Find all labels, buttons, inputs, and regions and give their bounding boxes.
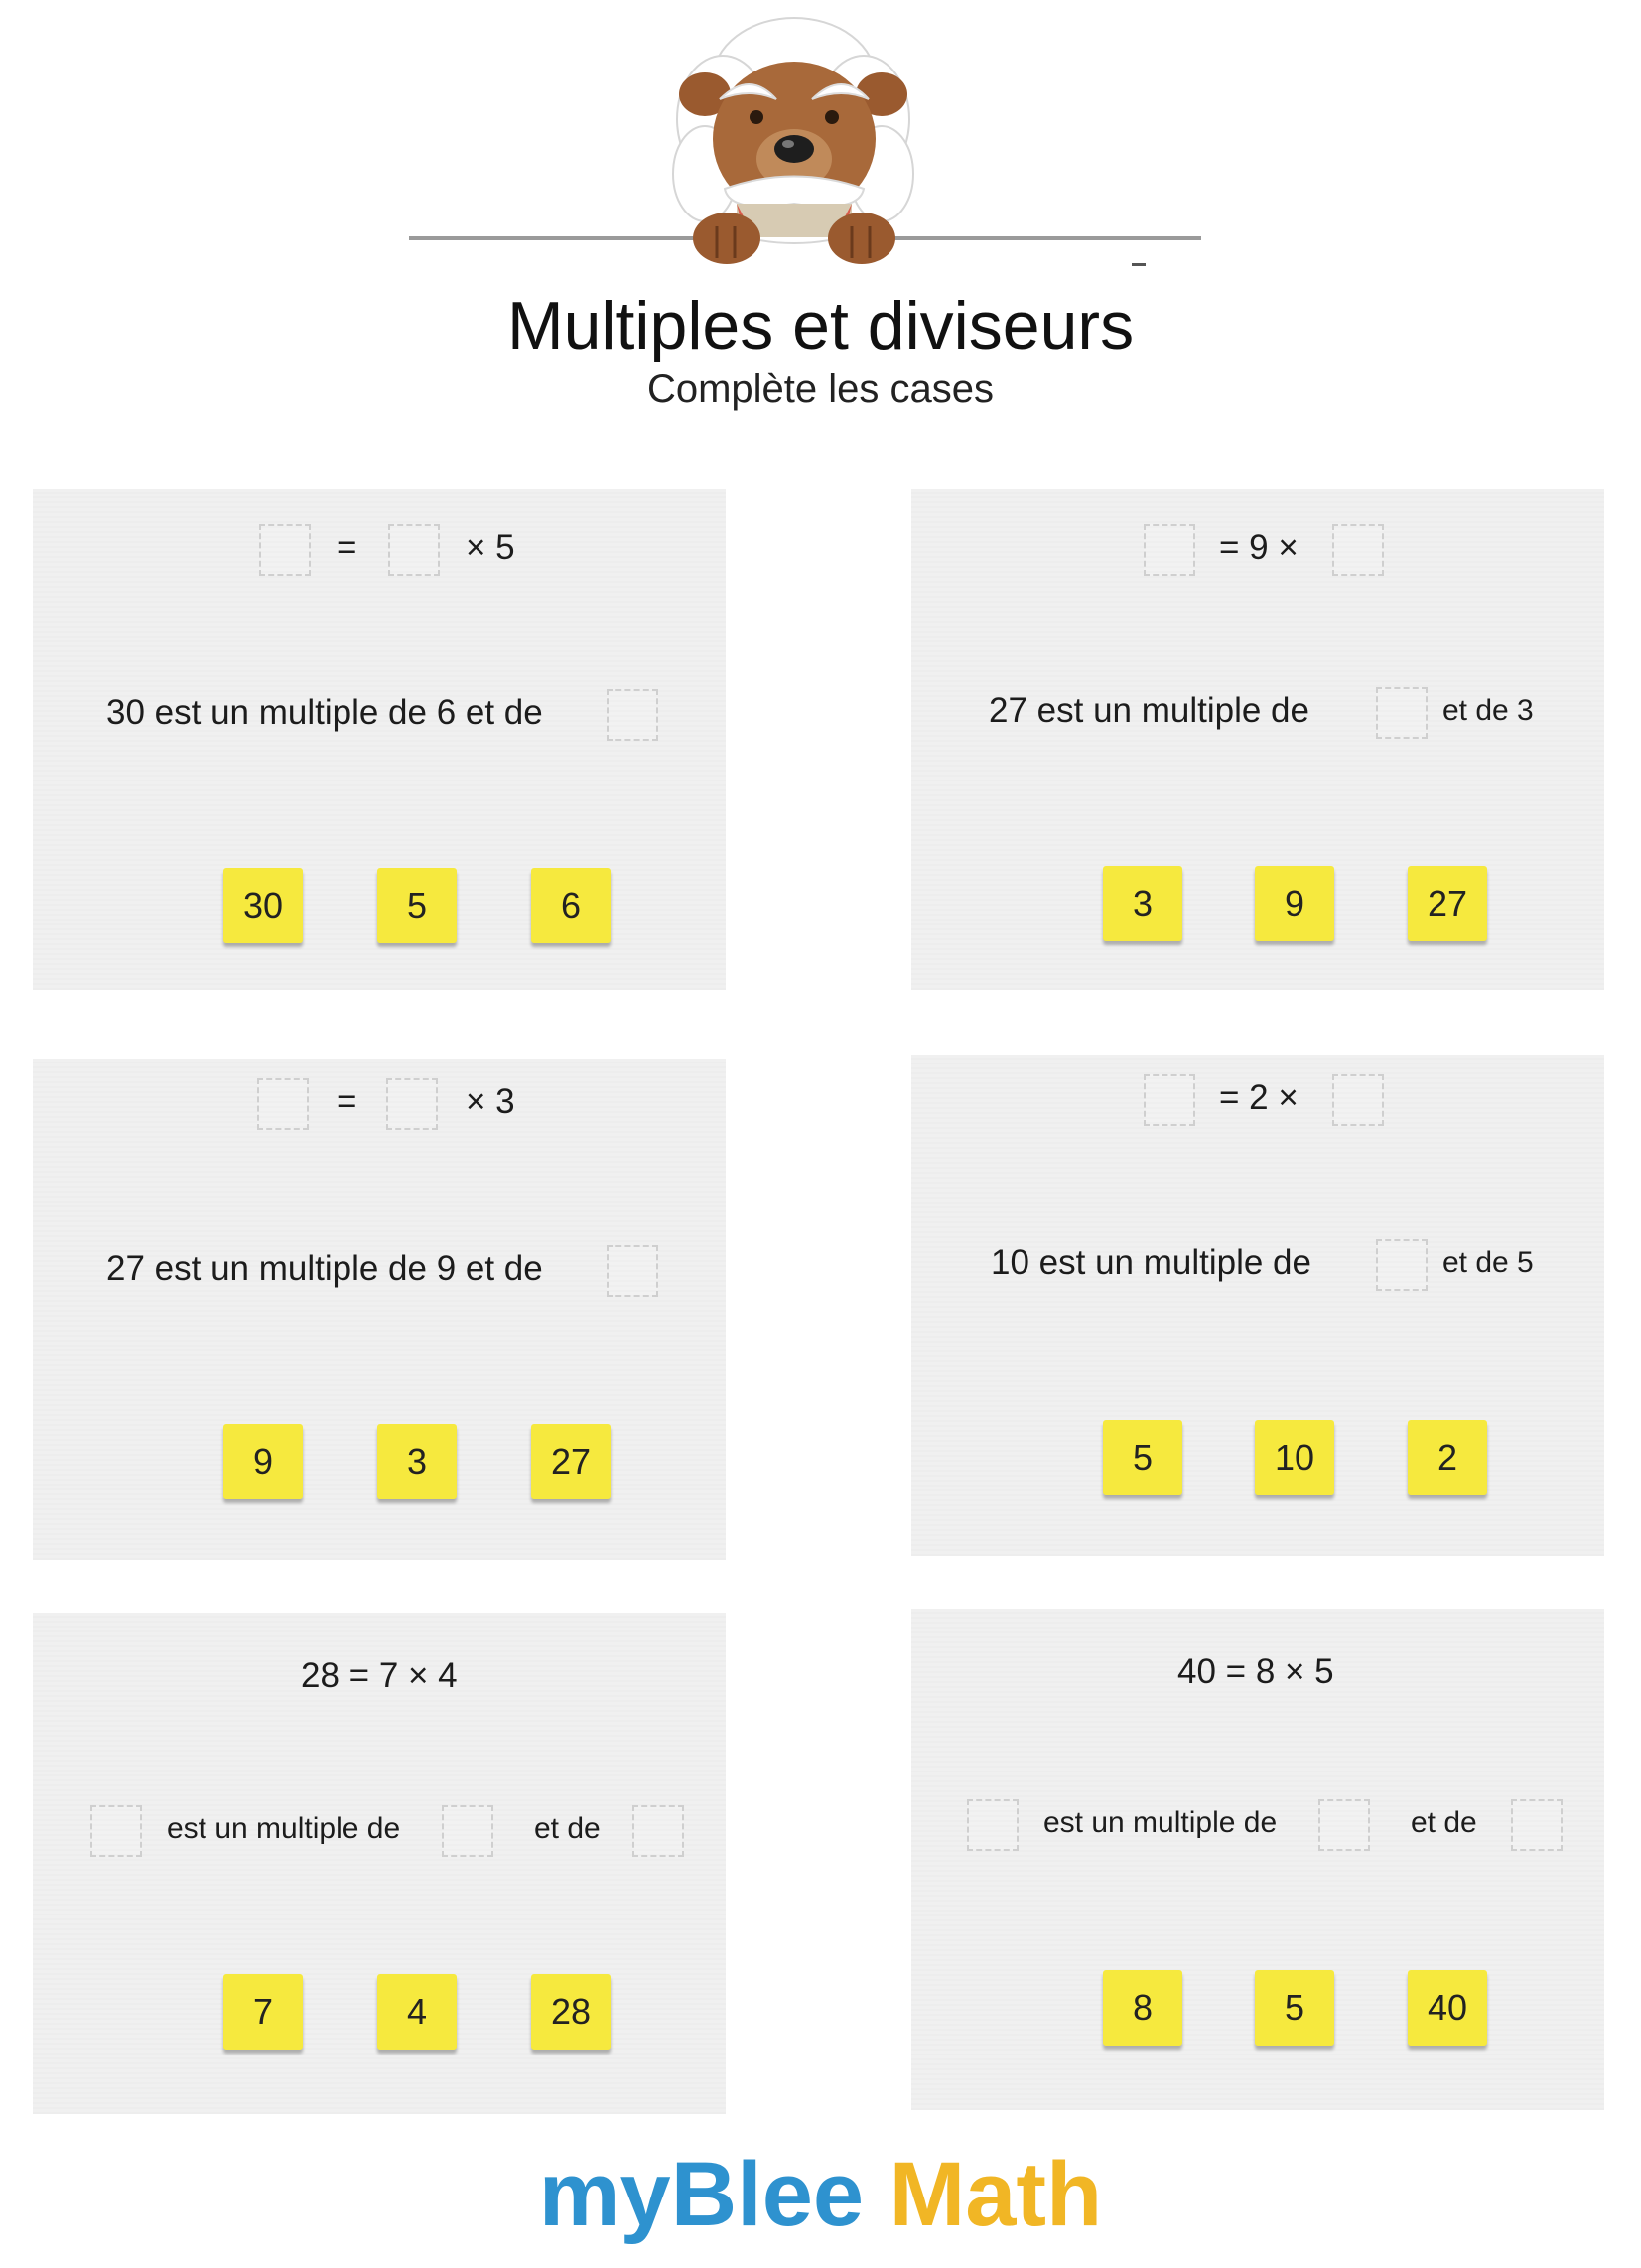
- equation-row: [911, 518, 1604, 578]
- sentence-text: et de: [1411, 1806, 1477, 1839]
- answer-slot[interactable]: [1376, 1239, 1428, 1291]
- brand-logo: [0, 2145, 1641, 2244]
- brand-name-part: Math: [889, 2144, 1103, 2245]
- sentence-row: [33, 1239, 726, 1299]
- number-tile[interactable]: 5: [377, 868, 457, 943]
- exercise-card-6: [911, 1609, 1604, 2110]
- equation-row: [33, 1646, 726, 1706]
- number-tile[interactable]: 7: [223, 1974, 303, 2050]
- answer-slot[interactable]: [1144, 524, 1195, 576]
- number-tile[interactable]: 40: [1408, 1970, 1487, 2046]
- sentence-row: [911, 681, 1604, 741]
- number-tile[interactable]: 9: [1255, 866, 1334, 941]
- sentence-text: et de: [534, 1812, 601, 1845]
- page-subtitle: Complète les cases: [646, 367, 995, 411]
- answer-slot[interactable]: [257, 1078, 309, 1130]
- answer-slot[interactable]: [388, 524, 440, 576]
- answer-slot[interactable]: [90, 1805, 142, 1857]
- number-tile[interactable]: 2: [1408, 1420, 1487, 1495]
- number-tile[interactable]: 3: [377, 1424, 457, 1499]
- answer-slot[interactable]: [607, 689, 658, 741]
- answer-slot[interactable]: [967, 1799, 1019, 1851]
- exercise-card-3: [33, 1059, 726, 1560]
- number-tile[interactable]: 5: [1255, 1970, 1334, 2046]
- exercise-card-2: [911, 489, 1604, 990]
- number-tile[interactable]: 28: [531, 1974, 611, 2050]
- brand-name-part: myBlee: [538, 2144, 865, 2245]
- sentence-text: et de 5: [1442, 1246, 1534, 1279]
- exercise-card-1: [33, 489, 726, 990]
- sentence-text: est un multiple de: [167, 1812, 401, 1845]
- mascot-illustration: [407, 0, 1201, 270]
- answer-slot[interactable]: [1376, 687, 1428, 739]
- equation-row: [911, 1642, 1604, 1702]
- sentence-text: 27 est un multiple de 9 et de: [106, 1249, 543, 1288]
- page-title: Multiples et diviseurs: [506, 288, 1135, 363]
- equation-text: =: [337, 528, 357, 567]
- number-tile[interactable]: 6: [531, 868, 611, 943]
- answer-slot[interactable]: [1318, 1799, 1370, 1851]
- exercise-card-4: [911, 1055, 1604, 1556]
- sentence-text: 10 est un multiple de: [991, 1243, 1311, 1282]
- number-tile[interactable]: 9: [223, 1424, 303, 1499]
- equation-text: 40 = 8 × 5: [1177, 1652, 1334, 1691]
- number-tile[interactable]: 4: [377, 1974, 457, 2050]
- sentence-text: et de 3: [1442, 694, 1534, 727]
- number-tile[interactable]: 30: [223, 868, 303, 943]
- sentence-text: est un multiple de: [1043, 1806, 1278, 1839]
- equation-row: [911, 1068, 1604, 1128]
- answer-slot[interactable]: [1144, 1074, 1195, 1126]
- number-tile[interactable]: 5: [1103, 1420, 1182, 1495]
- answer-slot[interactable]: [607, 1245, 658, 1297]
- equation-text: = 2 ×: [1219, 1078, 1299, 1117]
- answer-slot[interactable]: [632, 1805, 684, 1857]
- equation-row: [33, 518, 726, 578]
- number-tile[interactable]: 8: [1103, 1970, 1182, 2046]
- answer-slot[interactable]: [1332, 524, 1384, 576]
- answer-slot[interactable]: [386, 1078, 438, 1130]
- exercise-card-5: [33, 1613, 726, 2114]
- number-tile[interactable]: 27: [531, 1424, 611, 1499]
- answer-slot[interactable]: [1511, 1799, 1563, 1851]
- equation-text: = 9 ×: [1219, 528, 1299, 567]
- equation-text: × 3: [466, 1082, 515, 1121]
- answer-slot[interactable]: [442, 1805, 493, 1857]
- answer-slot[interactable]: [259, 524, 311, 576]
- equation-text: 28 = 7 × 4: [301, 1656, 458, 1695]
- number-tile[interactable]: 10: [1255, 1420, 1334, 1495]
- equation-row: [33, 1072, 726, 1132]
- sentence-text: 27 est un multiple de: [989, 691, 1309, 730]
- equation-text: × 5: [466, 528, 515, 567]
- sentence-row: [33, 1799, 726, 1859]
- sentence-row: [911, 1233, 1604, 1293]
- equation-text: =: [337, 1082, 357, 1121]
- number-tile[interactable]: 27: [1408, 866, 1487, 941]
- sentence-row: [33, 683, 726, 743]
- sentence-row: [911, 1793, 1604, 1853]
- number-tile[interactable]: 3: [1103, 866, 1182, 941]
- sentence-text: 30 est un multiple de 6 et de: [106, 693, 543, 732]
- answer-slot[interactable]: [1332, 1074, 1384, 1126]
